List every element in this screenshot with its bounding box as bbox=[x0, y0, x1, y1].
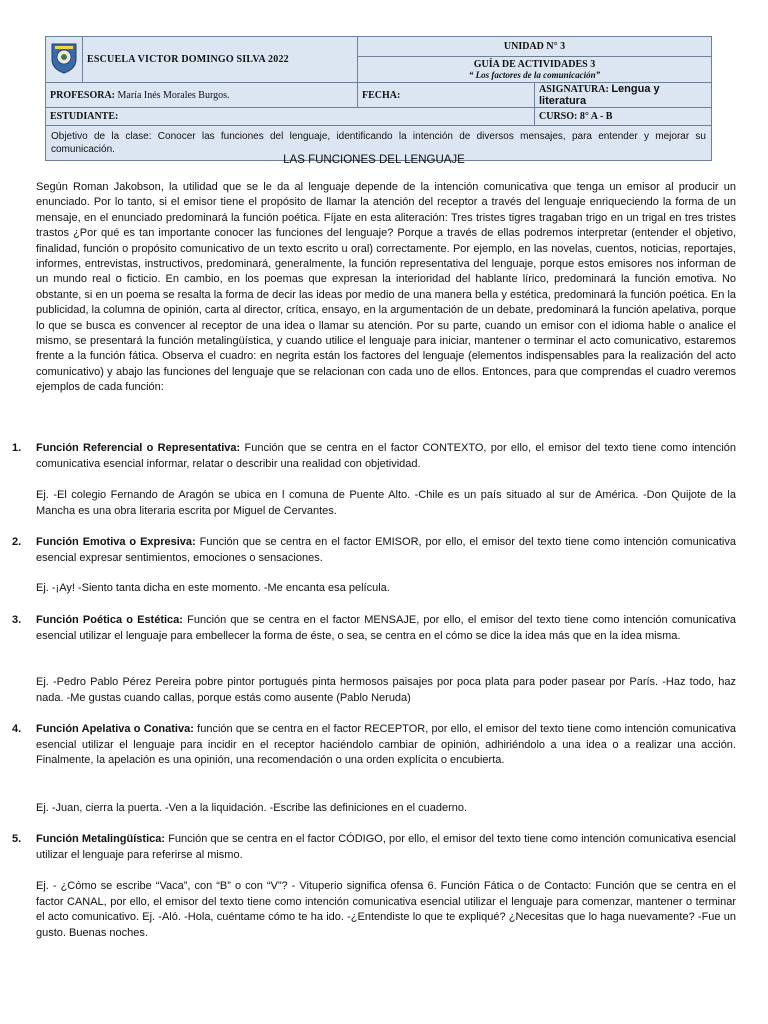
header-table bbox=[45, 36, 712, 161]
item-text: Función que se centra en el factor MENSAJE, por ello, el emisor del texto tiene como intención comunicativa esencial utilizar el lenguaje para embellecer la forma de éste, o sea, se centra en el cómo se dice la idea más que en la idea misma. bbox=[36, 614, 737, 642]
item-text: función que se centra en el factor RECEPTOR, por ello, el emisor del texto tiene como intención comunicativa esencial utilizar el lenguaje para incidir en el receptor haciéndolo cambiar de opinión, adhiriéndolo a una idea o a realizar una acción. Finalmente, la apelación es una opinión, una recomendación o una orden explícita o encubierta. bbox=[36, 723, 736, 767]
estudiante-cell bbox=[46, 108, 535, 126]
function-item-4 bbox=[12, 722, 736, 769]
function-example-2: Ej. -¡Ay! -Siento tanta dicha en este momento. -Me encanta esa película. bbox=[36, 582, 390, 594]
asignatura-label: ASIGNATURA: bbox=[539, 84, 609, 95]
school-logo-cell bbox=[46, 37, 83, 83]
item-heading: Función Poética o Estética: bbox=[36, 614, 183, 626]
school-name: ESCUELA VICTOR DOMINGO SILVA 2022 bbox=[83, 37, 358, 83]
unidad-label: UNIDAD N° 3 bbox=[358, 37, 712, 57]
curso-label: CURSO: bbox=[539, 111, 578, 122]
item-number: 3. bbox=[12, 614, 22, 626]
function-example-3: Ej. -Pedro Pablo Pérez Pereira pobre pintor portugués pinta hermosos paisajes por poca plata para poder pasear por París. -Haz todo, haz nada. -Me gustas cuando callas, porque estás como ausente (Pablo Neruda) bbox=[36, 676, 736, 704]
item-text: Función que se centra en el factor CÓDIGO, por ello, el emisor del texto tiene como intención comunicativa esencial utilizar el lenguaje para referirse al mismo. bbox=[36, 833, 736, 861]
item-number: 1. bbox=[12, 442, 22, 454]
function-item-5 bbox=[12, 832, 736, 863]
function-example-4: Ej. -Juan, cierra la puerta. -Ven a la liquidación. -Escribe las definiciones en el cuaderno. bbox=[36, 802, 468, 814]
function-item-2 bbox=[12, 535, 736, 566]
item-heading: Función Metalingüística: bbox=[36, 833, 166, 845]
function-item-3 bbox=[12, 613, 737, 644]
page-title: LAS FUNCIONES DEL LENGUAJE bbox=[283, 154, 465, 166]
item-heading: Función Apelativa o Conativa: bbox=[36, 723, 194, 735]
profesora-cell bbox=[46, 83, 358, 108]
estudiante-label: ESTUDIANTE: bbox=[50, 111, 119, 122]
item-heading: Función Emotiva o Expresiva: bbox=[36, 536, 196, 548]
intro-paragraph: Según Roman Jakobson, la utilidad que se le da al lenguaje depende de la intención comunicativa que tenga un emisor al producir un enunciado. Por lo tanto, si el emisor tiene el propósito de llamar la atención del receptor a través del lenguaje enriqueciendo la forma de un mensaje, en el enunciado predominará la función poética. Fíjate en esta aliteración: Tres tristes tigres tragaban trigo en un trigal en tres tristes trastos ¿Por qué es tan importante conocer las funciones del lenguaje? Porque a través de ellas podremos interpretar (entender el objetivo, finalidad, función o propósito comunicativo de un texto escrito u oral) correctamente. Por ejemplo, en las novelas, cuentos, noticias, reportajes, informes, entrevistas, instructivos, predominará, generalmente, la función representativa del lenguaje, porque estos emisores nos informan de un mundo real o ficticio. En cambio, en los poemas que expresan la interioridad del hablante lírico, predominará la función emotiva. No obstante, si en un poema se resalta la forma de decir las ideas por medio de una manera bella y estética, predominará la función poética. En la publicidad, la columna de opinión, carta al director, crítica, ensayo, en la argumentación de un debate, predominará la función apelativa, porque lo que se busca es convencer al receptor de una idea o llamar su atención. Por su parte, cuando un emisor con el idioma hable o analice el mismo, se presentará la función metalingüística, y cuando utilice el lenguaje para iniciar, mantener o terminar el acto comunicativo, estaremos frente a la función fática. Observa el cuadro: en negrita están los factores del lenguaje (elementos indispensables para la realización del acto comunicativo) y abajo las funciones del lenguaje que se relacionan con cada uno de ellos. Entonces, para que comprendas el cuadro veremos ejemplos de cada función: bbox=[36, 181, 736, 394]
item-text: Función que se centra en el factor CONTEXTO, por ello, el emisor del texto tiene como intención comunicativa esencial informar, relatar o describir una realidad con objetividad. bbox=[36, 442, 736, 470]
asignatura-value: Lengua y literatura bbox=[539, 83, 660, 107]
guia-title: GUÍA DE ACTIVIDADES 3 bbox=[473, 58, 596, 70]
curso-cell bbox=[535, 108, 712, 126]
objetivo-text: Objetivo de la clase: Conocer las funciones del lenguaje, identificando la intención de diversos mensajes, para entender y mejorar su comunicación. bbox=[46, 126, 712, 161]
item-heading: Función Referencial o Representativa: bbox=[36, 442, 241, 454]
fecha-cell bbox=[358, 83, 535, 108]
asignatura-cell bbox=[535, 83, 712, 108]
profesora-label: PROFESORA: bbox=[50, 89, 115, 101]
item-text: Función que se centra en el factor EMISOR, por ello, el emisor del texto tiene como intención comunicativa esencial expresar sentimientos, emociones o sensaciones. bbox=[36, 536, 736, 564]
function-example-5: Ej. - ¿Cómo se escribe “Vaca”, con “B” o con “V”? - Vituperio significa ofensa 6. Función Fática o de Contacto: Función que se centra en el factor CANAL, por ello, el emisor del texto tiene como intención comunicativa esencial utilizar el lenguaje para comenzar, mantener o terminar el acto comunicativo. Ej. -Aló. -Hola, cuéntame cómo te ha ido. -¿Entendiste lo que te expliqué? ¿Necesitas que lo haga nuevamente? -Fue un gusto. Buenas noches. bbox=[36, 880, 736, 939]
item-number: 4. bbox=[12, 723, 22, 735]
guia-subtitle: “ Los factores de la comunicación” bbox=[468, 69, 601, 80]
fecha-label: FECHA: bbox=[362, 89, 401, 101]
item-number: 2. bbox=[12, 536, 22, 548]
profesora-value: María Inés Morales Burgos. bbox=[117, 89, 230, 101]
school-crest-icon bbox=[49, 41, 79, 75]
function-item-1 bbox=[12, 441, 736, 472]
guia-title-cell bbox=[358, 57, 712, 83]
curso-value: 8° A - B bbox=[579, 111, 613, 122]
item-number: 5. bbox=[12, 833, 22, 845]
function-example-1: Ej. -El colegio Fernando de Aragón se ubica en l comuna de Puente Alto. -Chile es un país situado al sur de América. -Don Quijote de la Mancha es una obra literaria escrita por Miguel de Cervantes. bbox=[36, 489, 736, 517]
